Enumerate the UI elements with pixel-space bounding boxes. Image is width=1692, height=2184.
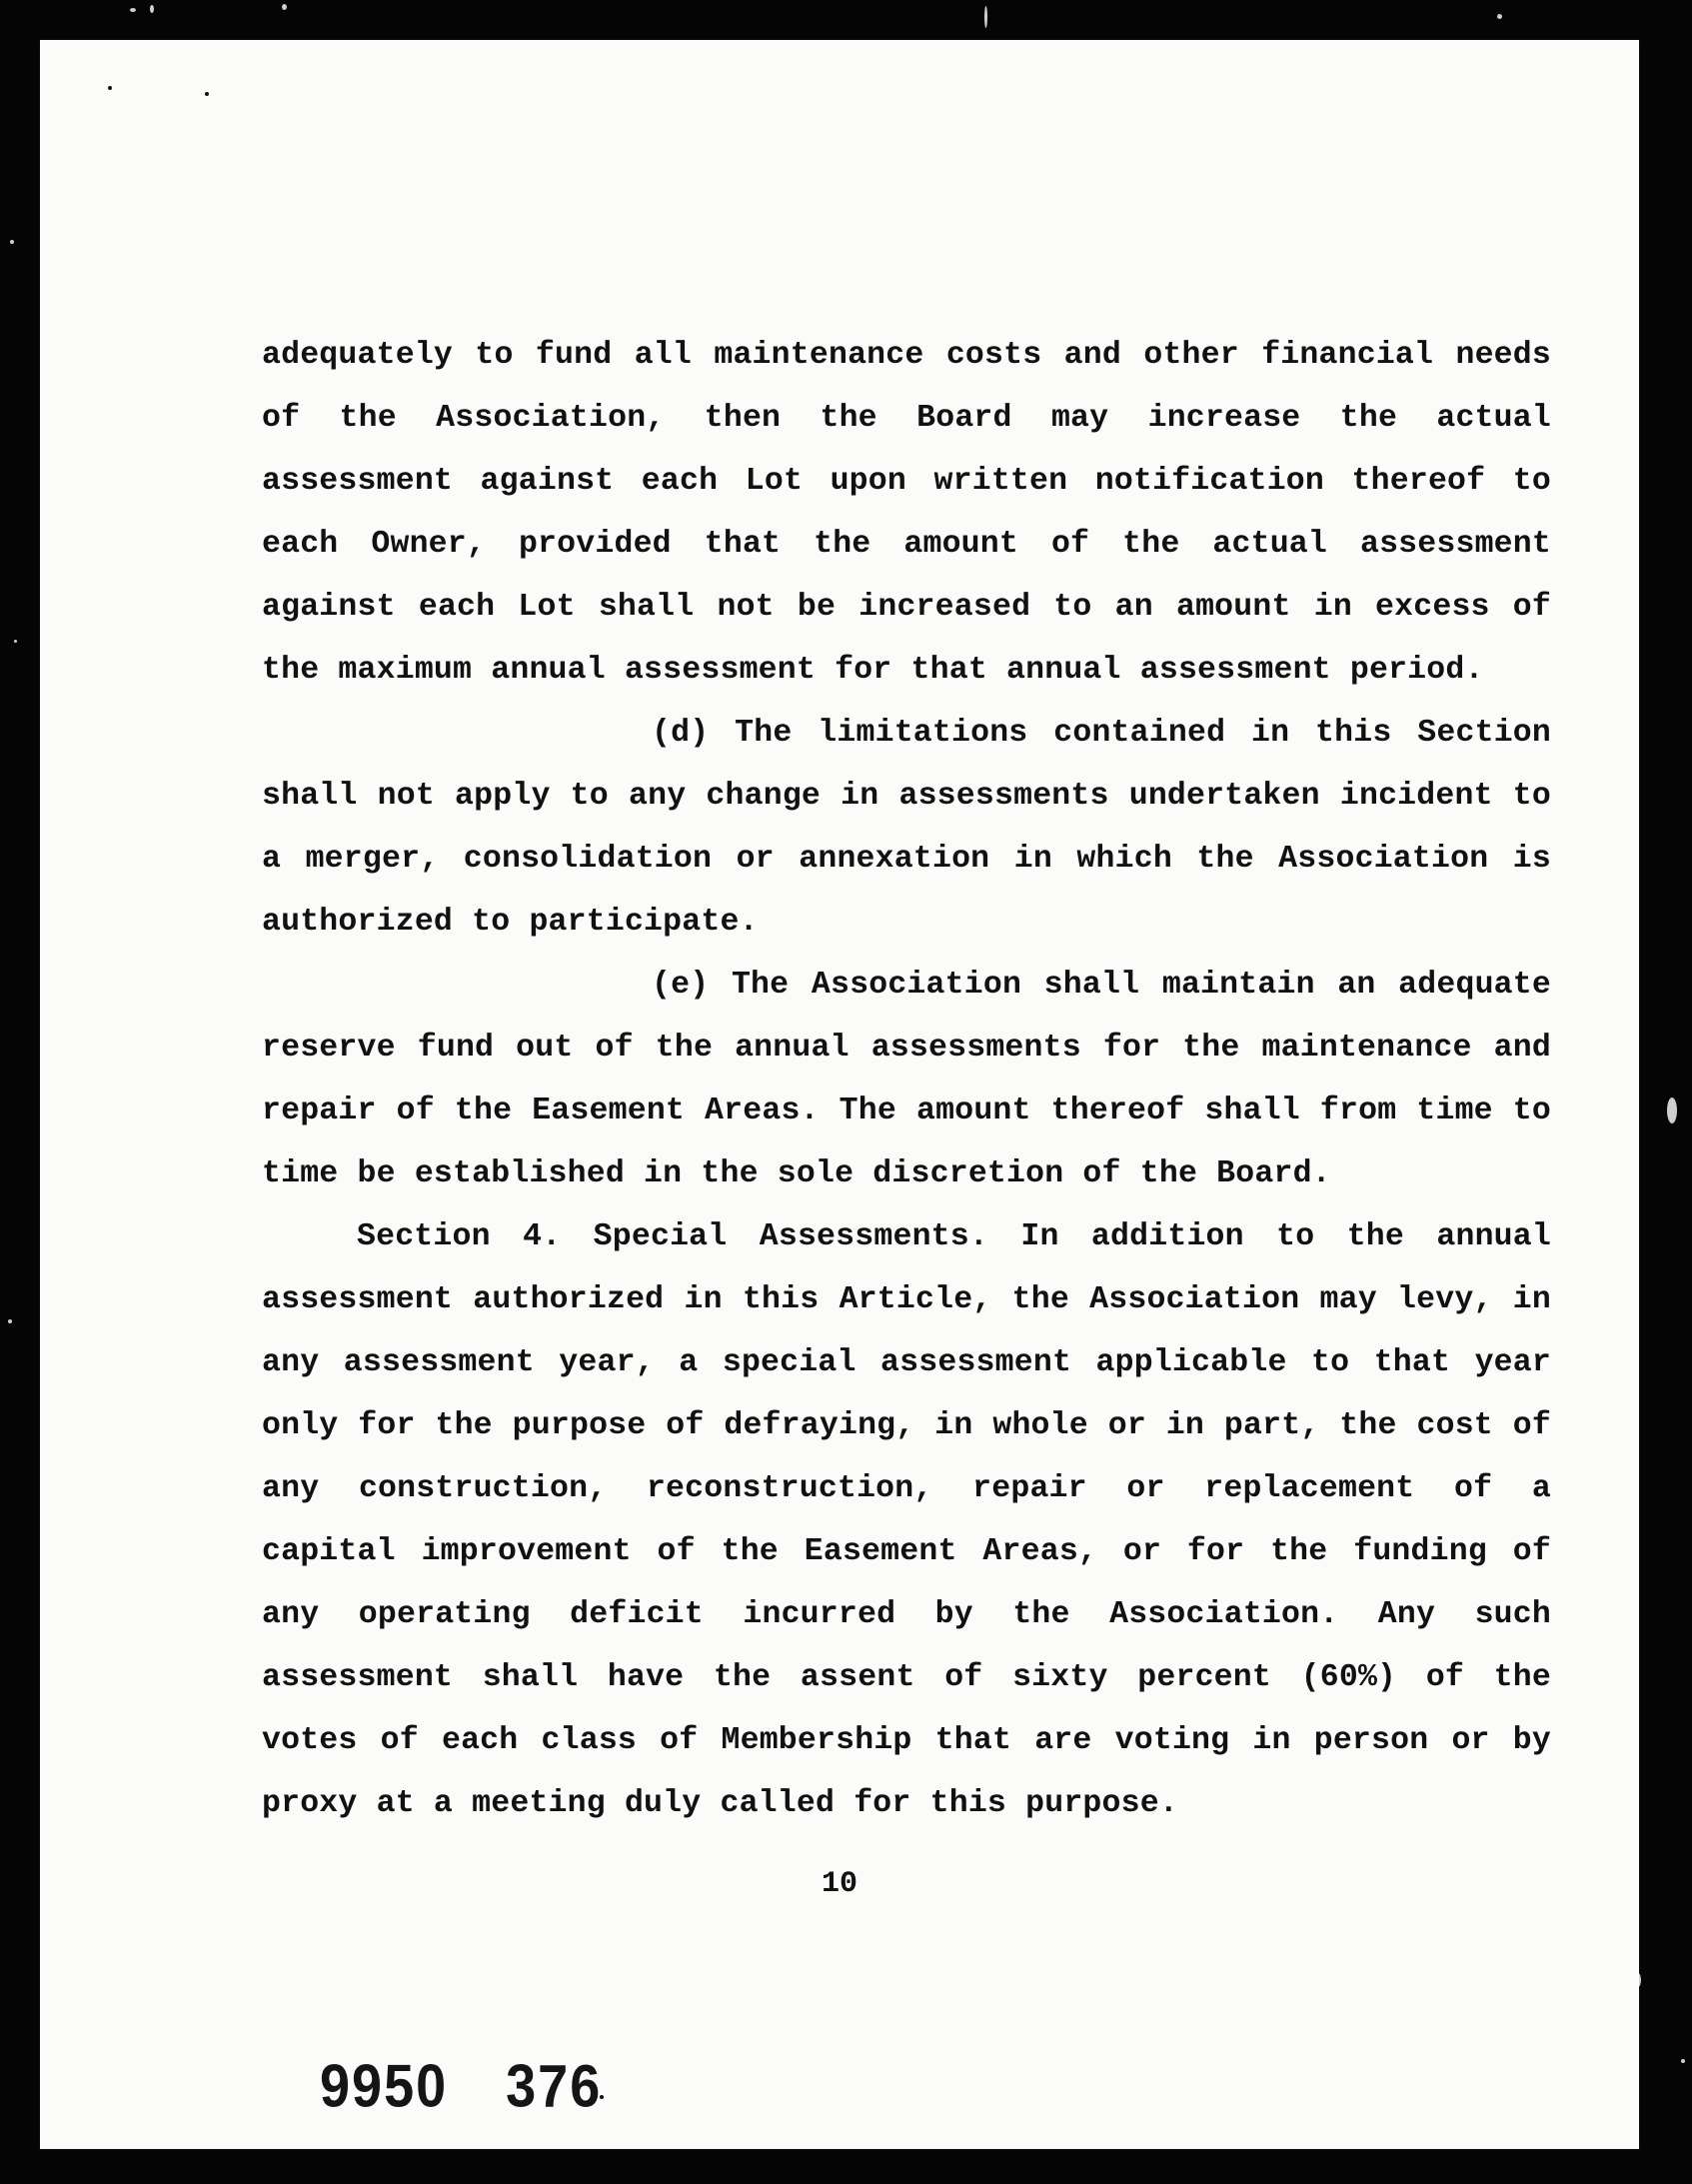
body-text (262, 324, 1551, 1835)
scan-speck (10, 240, 14, 244)
scan-speck (1681, 2059, 1685, 2063)
reference-right: 376 (506, 2052, 603, 2120)
paragraph-section-4: Section 4. Special Assessments. In addition to the annual assessment authorized in this Article, the Association may levy, in any assessment year, a special assessment applicable to that year only for the purpose of defraying, in whole or in part, the cost of any construction, reconstruction, repair or replacement of a capital improvement of the Easement Areas, or for the funding of any operating deficit incurred by the Association. Any such assessment shall have the assent of sixty percent (60%) of the votes of each class of Membership that are voting in person or by proxy at a meeting duly called for this purpose. (262, 1219, 1551, 1821)
scan-speck (130, 8, 136, 12)
scan-speck (282, 4, 287, 10)
paragraph-continuation: adequately to fund all maintenance costs and other financial needs of the Association, then the Board may increase the actual assessment against each Lot upon written notification thereof to each Owner, provided that the amount of the actual assessment against each Lot shall not be increased to an amount in excess of the maximum annual assessment for that annual assessment period. (262, 338, 1551, 688)
scan-speck (8, 1319, 12, 1323)
page-speck (108, 86, 112, 90)
scan-speck (14, 640, 17, 643)
page-speck (205, 92, 209, 96)
scan-speck (1497, 14, 1502, 19)
page-number: 10 (821, 1867, 857, 1901)
paragraph-d: (d) The limitations contained in this Section shall not apply to any change in assessments undertaken incident to a merger, consolidation or annexation in which the Association is authorized to participate. (262, 716, 1551, 940)
document-page (40, 40, 1639, 2149)
scan-speck (1667, 1097, 1677, 1123)
reference-left: 9950 (320, 2052, 449, 2120)
paragraph-e: (e) The Association shall maintain an adequate reserve fund out of the annual assessments for the maintenance and repair of the Easement Areas. The amount thereof shall from time to time be established in the sole discretion of the Board. (262, 968, 1551, 1191)
scan-speck (984, 6, 987, 28)
document-reference-number (320, 2052, 602, 2121)
scan-speck (150, 5, 154, 13)
